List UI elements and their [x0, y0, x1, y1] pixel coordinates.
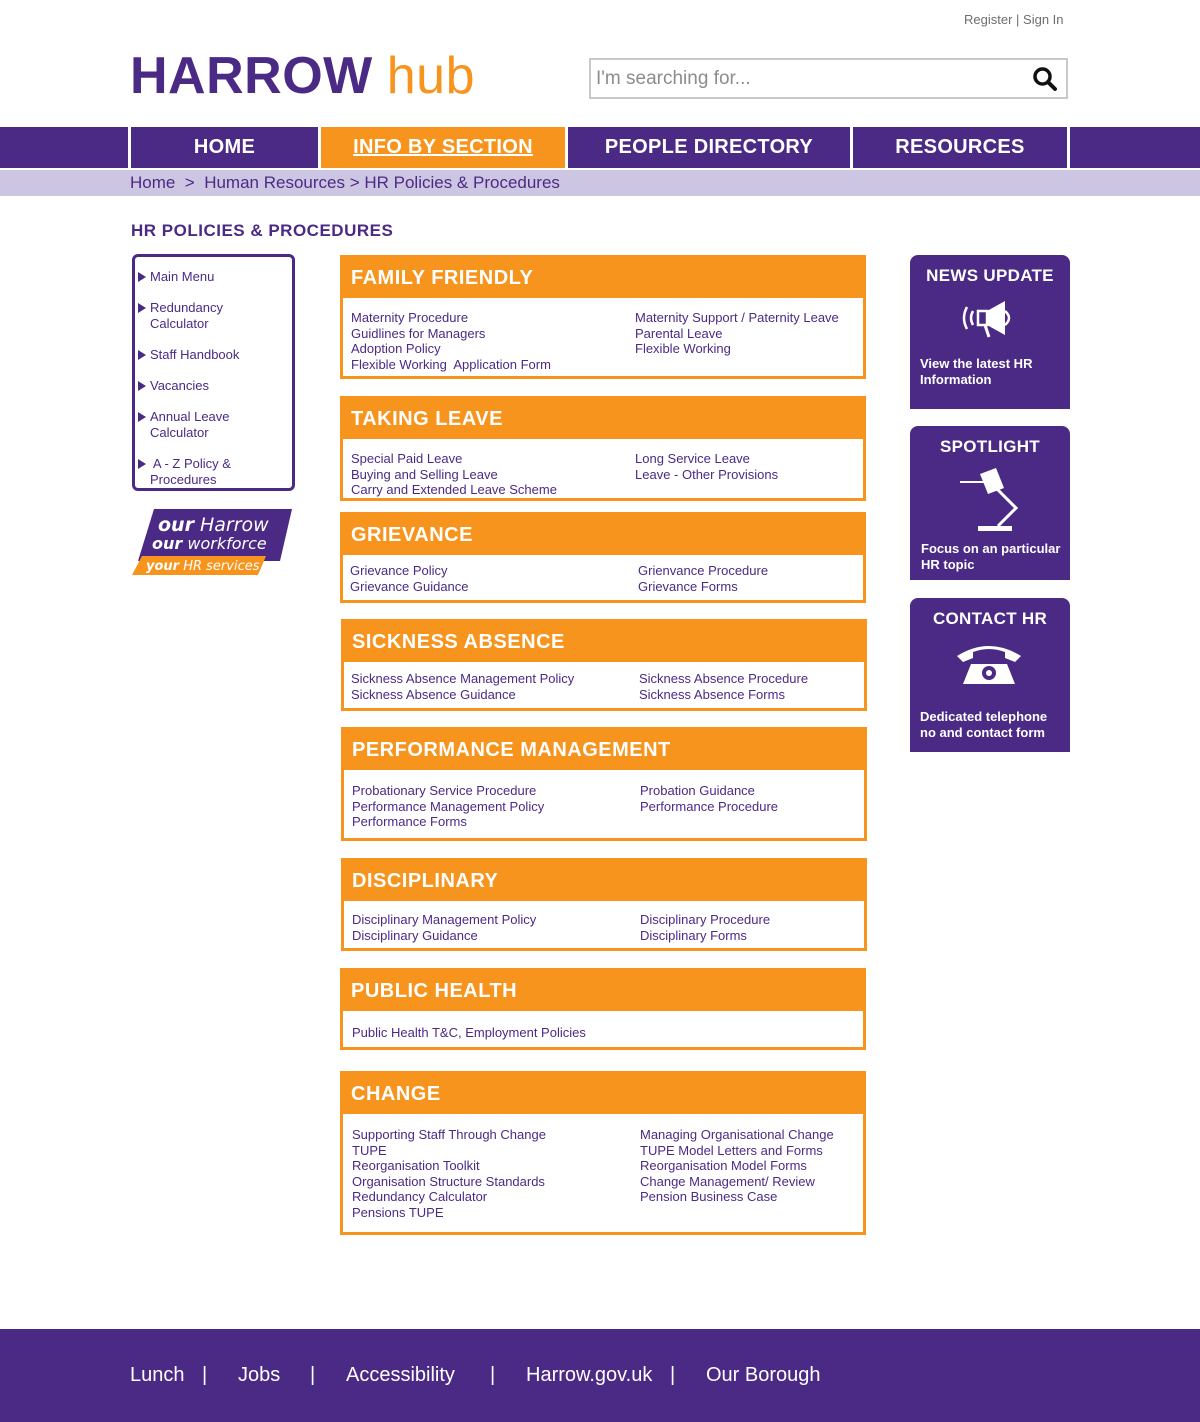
- footer-separator: |: [670, 1364, 676, 1386]
- badge-line3-bold: your: [146, 559, 180, 574]
- policy-link[interactable]: Reorganisation Toolkit: [352, 1158, 480, 1173]
- policy-link[interactable]: Organisation Structure Standards: [352, 1173, 545, 1189]
- section-left-column: [352, 783, 544, 830]
- breadcrumb: [130, 173, 560, 193]
- section-right-column: [635, 310, 839, 357]
- side-menu: [132, 254, 295, 491]
- footer-separator: |: [202, 1364, 208, 1386]
- section-disciplinary: [341, 858, 867, 951]
- side-menu-item-staff-handbook[interactable]: [135, 347, 290, 363]
- breadcrumb-human-resources[interactable]: Human Resources: [204, 173, 345, 192]
- panel-text-line: HR topic: [921, 557, 975, 572]
- policy-link[interactable]: Public Health T&C, Employment Policies: [352, 1025, 586, 1040]
- signin-link[interactable]: Sign In: [1023, 12, 1064, 27]
- svg-text:our workforce: [152, 534, 267, 553]
- section-title: CHANGE: [343, 1074, 863, 1114]
- breadcrumb-sep: >: [344, 173, 365, 192]
- nav-people-directory[interactable]: PEOPLE DIRECTORY: [604, 136, 814, 158]
- news-update-panel[interactable]: [910, 255, 1070, 409]
- breadcrumb-home[interactable]: Home: [130, 173, 176, 192]
- policy-link[interactable]: Flexible Working Application Form: [351, 356, 551, 372]
- side-menu-item-main-menu[interactable]: [135, 269, 290, 285]
- section-title: TAKING LEAVE: [343, 399, 863, 439]
- section-title: SICKNESS ABSENCE: [344, 622, 864, 662]
- spotlight-panel[interactable]: [910, 426, 1070, 580]
- section-public-health: [340, 968, 866, 1050]
- policy-link[interactable]: Performance Management Policy: [352, 798, 545, 814]
- policy-link[interactable]: Performance Procedure: [640, 798, 779, 814]
- side-menu-item-vacancies[interactable]: [135, 378, 290, 394]
- nav-home[interactable]: HOME: [193, 136, 256, 158]
- policy-link[interactable]: Carry and Extended Leave Scheme: [351, 482, 557, 497]
- page-title: HR POLICIES & PROCEDURES: [131, 221, 394, 240]
- policy-link[interactable]: Reorganisation Model Forms: [640, 1158, 807, 1173]
- side-menu-label: A - Z Policy &: [150, 456, 231, 471]
- section-performance-management: [341, 727, 867, 841]
- panel-text-line: View the latest HR: [920, 356, 1033, 371]
- section-title: DISCIPLINARY: [344, 861, 864, 901]
- footer-link-jobs[interactable]: Jobs: [238, 1364, 281, 1386]
- search-input[interactable]: [591, 60, 1021, 97]
- policy-link[interactable]: TUPE Model Letters and Forms: [640, 1142, 823, 1158]
- policy-link[interactable]: Sickness Absence Procedure: [639, 671, 809, 686]
- section-right-column: [635, 451, 778, 482]
- policy-link[interactable]: Maternity Support / Paternity Leave: [635, 310, 839, 325]
- panel-text-line: Information: [920, 372, 992, 387]
- footer-link-our-borough[interactable]: Our Borough: [706, 1364, 821, 1386]
- panel-text-line: no and contact form: [920, 725, 1045, 740]
- panel-title: CONTACT HR: [932, 609, 1048, 628]
- panel-title: NEWS UPDATE: [926, 266, 1054, 285]
- side-menu-label: Calculator: [150, 316, 209, 331]
- policy-link[interactable]: Sickness Absence Forms: [639, 686, 785, 702]
- section-right-column: [639, 671, 808, 702]
- footer-link-harrow-gov-uk[interactable]: Harrow.gov.uk: [526, 1364, 653, 1386]
- side-menu-label: Vacancies: [150, 378, 210, 393]
- side-menu-label: Calculator: [150, 425, 209, 440]
- section-left-column: [351, 310, 551, 372]
- search-icon[interactable]: [1032, 66, 1058, 92]
- footer-separator: |: [310, 1364, 316, 1386]
- policy-link[interactable]: Change Management/ Review: [640, 1173, 815, 1189]
- policy-link[interactable]: Disciplinary Management Policy: [352, 912, 537, 927]
- policy-link[interactable]: Sickness Absence Management Policy: [351, 671, 575, 686]
- breadcrumb-sep: >: [175, 173, 205, 192]
- side-menu-label: Main Menu: [150, 269, 215, 284]
- auth-separator: |: [1012, 12, 1024, 27]
- our-harrow-our-workforce-badge[interactable]: [132, 509, 292, 577]
- section-right-column: [640, 783, 778, 814]
- section-left-column: [351, 451, 557, 498]
- section-left-column: [352, 1127, 546, 1220]
- section-right-column: [638, 563, 768, 594]
- logo-harrow: HARROW: [130, 47, 373, 105]
- section-title: PUBLIC HEALTH: [343, 971, 863, 1011]
- harrow-hub-logo[interactable]: [130, 46, 475, 106]
- policy-link[interactable]: Leave - Other Provisions: [635, 466, 779, 482]
- search-box: [589, 58, 1068, 99]
- policy-link[interactable]: Probationary Service Procedure: [352, 783, 537, 798]
- section-sickness-absence: [341, 619, 867, 711]
- policy-link[interactable]: Grievance Guidance: [350, 578, 469, 594]
- section-title: PERFORMANCE MANAGEMENT: [344, 730, 864, 770]
- footer-link-lunch[interactable]: Lunch: [130, 1364, 185, 1386]
- policy-link[interactable]: Grienvance Procedure: [638, 563, 769, 578]
- side-menu-item-annual-leave-calculator[interactable]: [135, 409, 290, 441]
- nav-resources[interactable]: RESOURCES: [895, 136, 1025, 158]
- nav-info-by-section[interactable]: INFO BY SECTION: [321, 127, 565, 168]
- badge-line1-bold: our: [158, 514, 194, 536]
- policy-link[interactable]: Grievance Forms: [638, 578, 738, 594]
- policy-link[interactable]: Pension Business Case: [640, 1189, 778, 1204]
- side-menu-label: Staff Handbook: [150, 347, 240, 362]
- side-menu-label: Redundancy: [150, 300, 223, 315]
- badge-line2-bold: our: [152, 534, 183, 553]
- policy-link[interactable]: Parental Leave: [635, 325, 723, 341]
- section-left-column: [351, 671, 574, 702]
- policy-link[interactable]: Performance Forms: [352, 814, 467, 829]
- breadcrumb-current: HR Policies & Procedures: [364, 173, 560, 192]
- panel-text-line: Focus on an particular: [921, 541, 1061, 556]
- policy-link[interactable]: Adoption Policy: [351, 341, 441, 356]
- section-right-column: [640, 1127, 834, 1205]
- policy-link[interactable]: Long Service Leave: [635, 451, 750, 466]
- policy-link[interactable]: Pensions TUPE: [352, 1204, 444, 1220]
- section-left-column: [352, 1025, 586, 1041]
- section-left-column: [352, 912, 536, 943]
- panel-text-line: Dedicated telephone: [920, 709, 1048, 724]
- section-title: GRIEVANCE: [343, 515, 863, 555]
- policy-link[interactable]: Special Paid Leave: [351, 451, 463, 466]
- desk-lamp-icon: [958, 464, 1022, 532]
- main-nav: [0, 127, 1200, 168]
- panel-text: [920, 356, 1068, 388]
- badge-line1-rest: Harrow: [193, 514, 269, 536]
- policy-link[interactable]: Sickness Absence Guidance: [351, 686, 516, 702]
- contact-hr-panel[interactable]: [910, 598, 1070, 752]
- section-change: [340, 1071, 866, 1235]
- panel-title: SPOTLIGHT: [940, 437, 1040, 456]
- svg-text:your HR services: [146, 559, 260, 574]
- badge-line2-rest: workforce: [182, 534, 267, 553]
- policy-link[interactable]: Buying and Selling Leave: [351, 466, 498, 482]
- side-menu-label: Procedures: [150, 472, 217, 487]
- logo-hub: hub: [386, 47, 476, 105]
- auth-links: [964, 12, 1064, 27]
- policy-link[interactable]: Guidlines for Managers: [351, 325, 486, 341]
- policy-link[interactable]: TUPE: [352, 1142, 387, 1158]
- policy-link[interactable]: Maternity Procedure: [351, 310, 469, 325]
- section-grievance: [340, 512, 866, 603]
- section-taking-leave: [340, 396, 866, 501]
- megaphone-icon: [957, 295, 1017, 341]
- side-menu-item-redundancy-calculator[interactable]: [135, 300, 290, 332]
- policy-link[interactable]: Disciplinary Forms: [640, 927, 747, 943]
- policy-link[interactable]: Probation Guidance: [640, 783, 755, 798]
- policy-link[interactable]: Supporting Staff Through Change: [352, 1127, 546, 1142]
- section-left-column: [350, 563, 469, 594]
- telephone-icon: [955, 642, 1023, 686]
- panel-text: [921, 541, 1069, 573]
- policy-link[interactable]: Grievance Policy: [350, 563, 448, 578]
- section-right-column: [640, 912, 770, 943]
- policy-link[interactable]: Redundancy Calculator: [352, 1189, 488, 1204]
- panel-text: [920, 709, 1068, 741]
- section-family-friendly: [340, 255, 866, 379]
- footer-separator: |: [490, 1364, 496, 1386]
- policy-link[interactable]: Flexible Working: [635, 341, 731, 356]
- nav-divider: [1067, 127, 1070, 168]
- footer-link-accessibility[interactable]: Accessibility: [346, 1364, 455, 1386]
- policy-link[interactable]: Managing Organisational Change: [640, 1127, 834, 1142]
- side-menu-item-a-z-policy[interactable]: [135, 456, 290, 488]
- badge-line3-rest: HR services: [179, 559, 260, 574]
- register-link[interactable]: Register: [964, 12, 1013, 27]
- svg-text:our Harrow: [158, 514, 269, 536]
- policy-link[interactable]: Disciplinary Procedure: [640, 912, 771, 927]
- policy-link[interactable]: Disciplinary Guidance: [352, 927, 478, 943]
- section-title: FAMILY FRIENDLY: [343, 258, 863, 298]
- side-menu-label: Annual Leave: [150, 409, 230, 424]
